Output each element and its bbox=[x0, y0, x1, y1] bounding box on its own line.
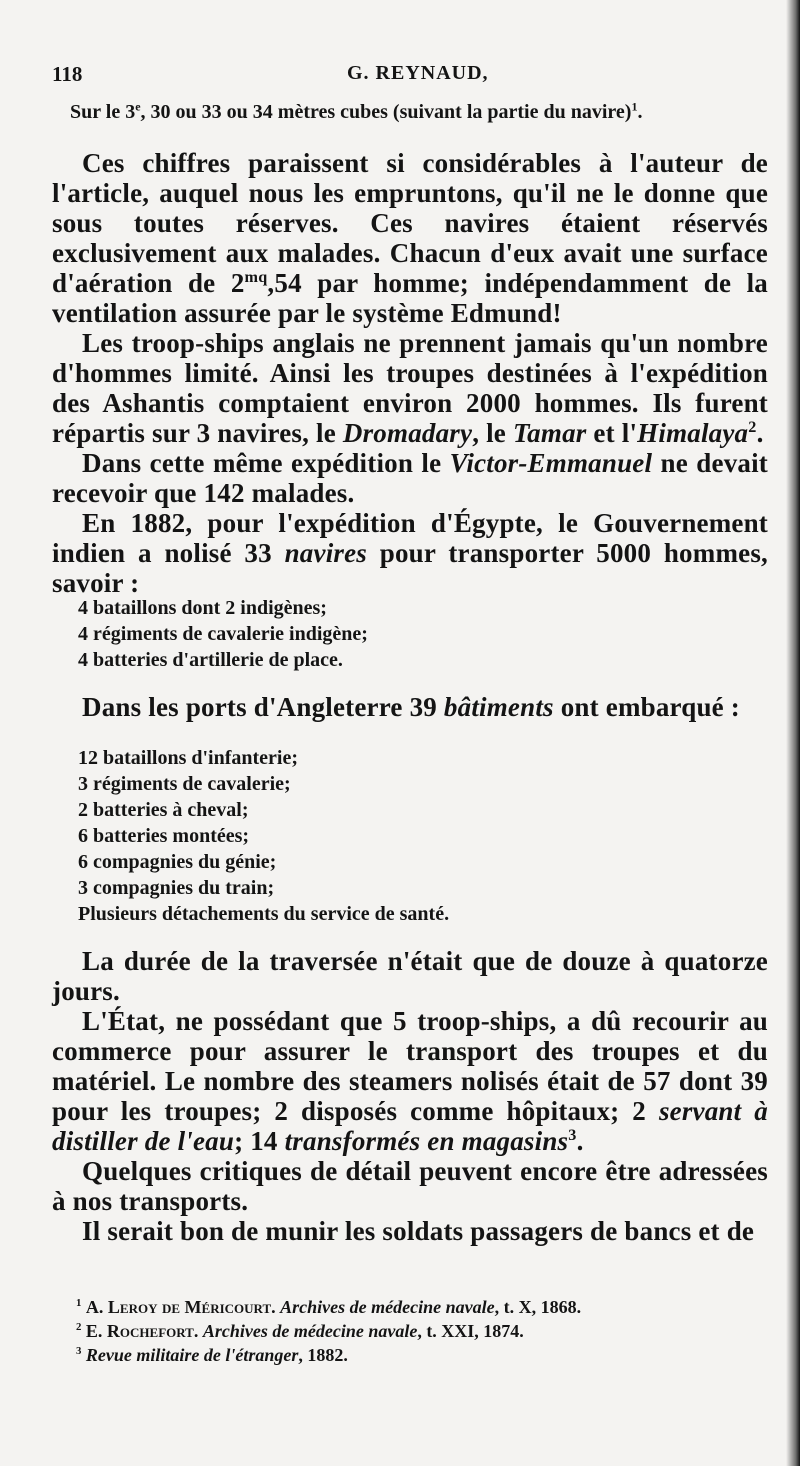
footnote-ref-3: 3 bbox=[568, 1126, 577, 1144]
paragraph: Ces chiffres paraissent si considérables à l'auteur de l'article, auquel nous les empruntons, qu'il ne le donne que sous toutes réserves. Ces navires étaient réservés exclusivement aux malades. Chacun d'eux avait une surface d'aération de $2^{mq},54$ par homme; indépendamment de la ventilation assurée par le système Edmund! bbox=[52, 148, 768, 328]
paragraph: La durée de la traversée n'était que de douze à quatorze jours. bbox=[52, 946, 768, 1006]
list-item: 6 compagnies du génie; bbox=[78, 851, 277, 873]
footnotes bbox=[76, 1295, 581, 1367]
list-item: 4 bataillons dont 2 indigènes; bbox=[78, 597, 327, 619]
paragraph: Dans cette même expédition le Victor-Emmanuel ne devait recevoir que 142 malades. bbox=[52, 448, 768, 508]
paragraph: En 1882, pour l'expédition d'Égypte, le Gouvernement indien a nolisé 33 navires pour transporter 5000 hommes, savoir : bbox=[52, 508, 768, 598]
paragraph: Dans les ports d'Angleterre 39 bâtiments ont embarqué : bbox=[82, 692, 741, 722]
running-head: G. REYNAUD, bbox=[347, 62, 489, 84]
list-item: 4 régiments de cavalerie indigène; bbox=[78, 623, 368, 645]
list-india bbox=[78, 594, 368, 672]
list-item: 3 régiments de cavalerie; bbox=[78, 773, 291, 795]
list-item: 12 bataillons d'infanterie; bbox=[78, 747, 299, 769]
list-item: 4 batteries d'artillerie de place. bbox=[78, 649, 343, 671]
page-edge-shadow bbox=[786, 0, 800, 1466]
footnote-ref-2: 2 bbox=[748, 418, 757, 436]
paragraph: L'État, ne possédant que 5 troop-ships, a dû recourir au commerce pour assurer le transport des troupes et du matériel. Le nombre des steamers nolisés était de 57 dont 39 pour les troupes; 2 disposés comme hôpitaux; 2 servant à distiller de l'eau; 14 transformés en magasins$^3$. bbox=[52, 1006, 768, 1156]
footnote: $^2$ E. Rochefort. Archives de médecine navale, t. XXI, 1874. bbox=[76, 1321, 524, 1341]
footnote-ref-1: 1 bbox=[631, 99, 638, 114]
continued-line: Sur le 3e, 30 ou 33 ou 34 mètres cubes (suivant la partie du navire)$^1$. bbox=[70, 99, 643, 123]
body-section-2 bbox=[52, 692, 768, 722]
page-header bbox=[52, 62, 760, 92]
page-number: 118 bbox=[52, 62, 83, 86]
body-section-1 bbox=[52, 148, 768, 598]
list-item: 6 batteries montées; bbox=[78, 825, 250, 847]
paragraph: Quelques critiques de détail peuvent encore être adressées à nos transports. bbox=[52, 1156, 768, 1216]
footnote: $^3$ Revue militaire de l'étranger, 1882. bbox=[76, 1345, 348, 1365]
paragraph: Les troop-ships anglais ne prennent jamais qu'un nombre d'hommes limité. Ainsi les troupes destinées à l'expédition des Ashantis comptaient environ 2000 hommes. Ils furent répartis sur 3 navires, le Dromadary, le Tamar et l'Himalaya$^2$. bbox=[52, 328, 768, 448]
list-england bbox=[78, 744, 449, 926]
list-item: 3 compagnies du train; bbox=[78, 877, 275, 899]
list-item: 2 batteries à cheval; bbox=[78, 799, 249, 821]
body-section-3 bbox=[52, 946, 768, 1246]
paragraph: Il serait bon de munir les soldats passagers de bancs et de bbox=[82, 1216, 755, 1246]
footnote: $^1$ A. Leroy de Méricourt. Archives de médecine navale, t. X, 1868. bbox=[76, 1297, 582, 1317]
list-item: Plusieurs détachements du service de santé. bbox=[78, 903, 450, 925]
